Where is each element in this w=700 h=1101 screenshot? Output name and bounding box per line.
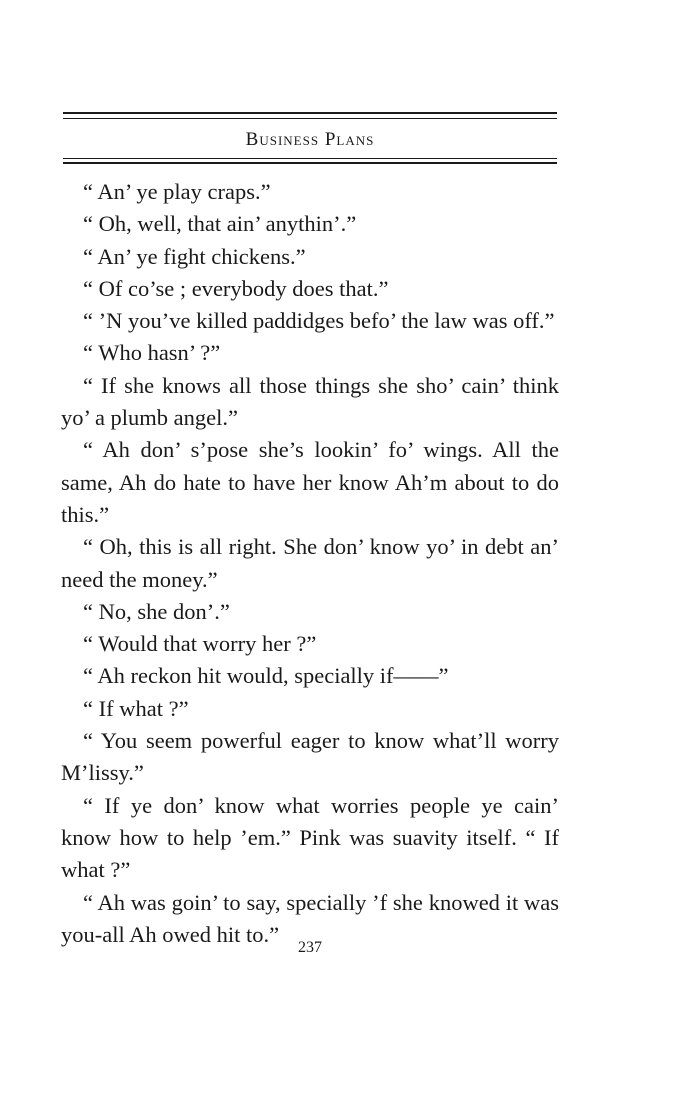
paragraph: “ Would that worry her ?”: [83, 631, 317, 657]
paragraph: “ Oh, this is all right. She don’ know yo’ in debt an’ need the money.”: [61, 534, 559, 592]
paragraph: “ Oh, well, that ain’ anythin’.”: [83, 211, 357, 237]
header-bottom-rule-inner: [63, 158, 557, 159]
paragraph: “ If what ?”: [83, 695, 189, 721]
paragraph: “ If she knows all those things she sho’ cain’ think yo’ a plumb angel.”: [61, 372, 559, 431]
header-bottom-rule: [63, 162, 557, 164]
paragraph: “ Ah was goin’ to say, specially ’f she knowed it was you-all Ah owed hit to.”: [61, 889, 559, 947]
paragraph: “ You seem powerful eager to know what’ll worry M’lissy.”: [61, 728, 559, 786]
header-top-rule: [63, 112, 557, 114]
paragraph: “ Of co’se ; everybody does that.”: [83, 275, 389, 301]
paragraph: “ An’ ye play craps.”: [83, 179, 271, 204]
body-text: [61, 176, 559, 951]
running-head: Business Plans: [245, 129, 375, 150]
paragraph: “ Ah don’ s’pose she’s lookin’ fo’ wings. All the same, Ah do hate to have her know Ah’m about to do this.”: [61, 437, 559, 527]
page-number: 237: [298, 939, 322, 956]
paragraph: “ If ye don’ know what worries people ye cain’ know how to help ’em.” Pink was suavity itself. “ If what ?”: [61, 792, 559, 883]
paragraph: “ Ah reckon hit would, specially if——”: [83, 663, 449, 689]
paragraph: “ No, she don’.”: [83, 598, 230, 624]
header-top-rule-inner: [63, 118, 557, 119]
paragraph: “ Who hasn’ ?”: [83, 340, 221, 366]
paragraph: “ An’ ye fight chickens.”: [83, 243, 306, 269]
paragraph: “ ’N you’ve killed paddidges befo’ the law was off.”: [83, 308, 555, 334]
